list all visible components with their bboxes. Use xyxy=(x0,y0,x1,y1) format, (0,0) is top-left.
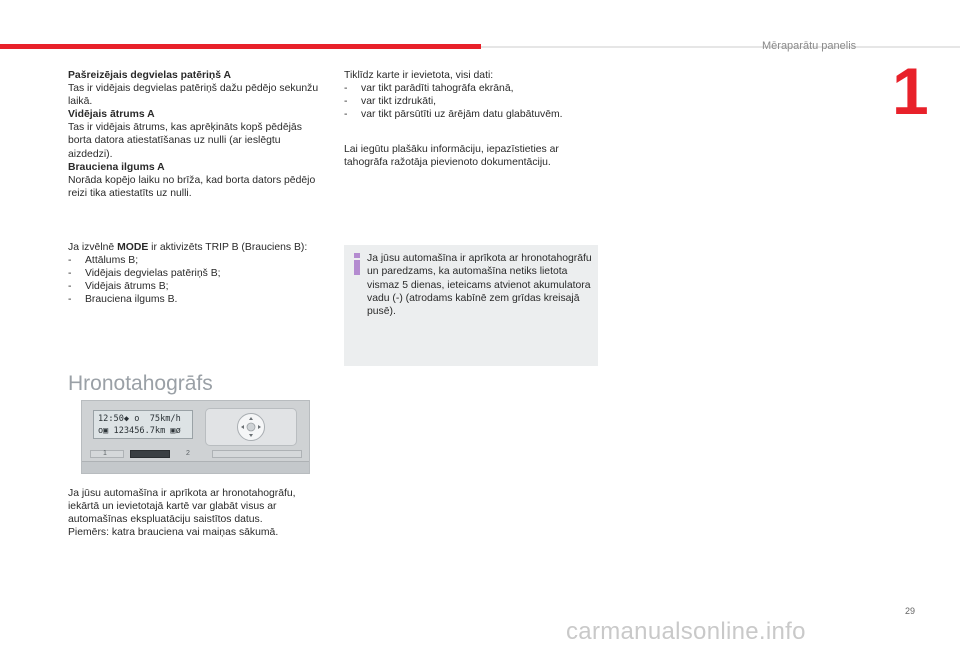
trip-b-list xyxy=(68,254,323,306)
mode-paragraph xyxy=(68,241,323,254)
info-box xyxy=(344,245,598,366)
knob-arrows-icon xyxy=(238,414,264,440)
tacho-paragraph: Ja jūsu automašīna ir aprīkota ar hronotahogrāfu, iekārtā un ievietotajā kartē var glabāt visus ar automašīnas ekspluatāciju saistītos datus. xyxy=(68,488,296,526)
key-label: 1 xyxy=(103,450,107,457)
term-title: Brauciena ilgums A xyxy=(68,161,165,173)
printer-slot xyxy=(82,461,309,473)
card-slot-1 xyxy=(90,450,124,458)
header-accent-bar xyxy=(0,44,481,49)
section-title: Mēraparātu panelis xyxy=(762,40,857,52)
list-item: - Attālums B; xyxy=(68,254,323,267)
data-options-list xyxy=(344,82,602,121)
watermark: carmanualsonline.info xyxy=(566,618,806,645)
navigation-knob xyxy=(237,413,265,441)
list-item: - Vidējais degvielas patēriņš B; xyxy=(68,267,323,280)
list-item: - Brauciena ilgums B. xyxy=(68,293,323,306)
page-number: 29 xyxy=(905,606,916,616)
mode-keyword: MODE xyxy=(117,242,149,253)
list-item: - var tikt izdrukāti, xyxy=(344,95,602,108)
display-line: o▣ 123456.7km ▣ø xyxy=(98,426,181,436)
tachograph-image xyxy=(81,400,310,474)
term-title: Pašreizējais degvielas patēriņš A xyxy=(68,70,232,81)
term-description: Tas ir vidējais degvielas patēriņš dažu pēdējo sekunžu laikā. xyxy=(68,83,319,108)
list-item: - var tikt parādīti tahogrāfa ekrānā, xyxy=(344,82,602,95)
more-info-block xyxy=(344,143,602,169)
list-item: - Vidējais ātrums B; xyxy=(68,280,323,293)
display-line: 12:50◆ o 75km/h xyxy=(98,414,181,424)
term-description: Norāda kopējo laiku no brīža, kad borta dators pēdējo reizi tika atiestatīts uz nulli. xyxy=(68,174,316,199)
definitions-block xyxy=(68,69,323,200)
mode-prefix: Ja izvēlnē xyxy=(68,242,118,253)
key-label: 2 xyxy=(186,450,190,457)
list-item: - var tikt pārsūtīti uz ārējām datu glabātuvēm. xyxy=(344,108,602,121)
header-rule xyxy=(481,46,960,48)
term-title: Vidējais ātrums A xyxy=(68,109,155,121)
tachograph-display xyxy=(93,410,193,439)
more-info-text: Lai iegūtu plašāku informāciju, iepazīstieties ar tahogrāfa ražotāja pievienoto dokumentāciju. xyxy=(344,144,559,169)
intro-text: Tiklīdz karte ir ievietota, visi dati: xyxy=(344,70,494,81)
chapter-number: 1 xyxy=(892,54,929,128)
trip-b-block xyxy=(68,241,323,306)
data-options-block xyxy=(344,69,602,121)
mode-suffix: ir aktivizēts TRIP B (Brauciens B): xyxy=(148,242,308,253)
card-slot-2 xyxy=(212,450,302,458)
tacho-example: Piemērs: katra brauciena vai maiņas sākumā. xyxy=(68,527,279,539)
term-description: Tas ir vidējais ātrums, kas aprēķināts kopš pēdējās borta datora atiestatīšanas uz nulli (ar ieslēgtu aizdedzi). xyxy=(68,122,302,160)
info-icon xyxy=(350,253,364,275)
info-text: Ja jūsu automašīna ir aprīkota ar hronotahogrāfu un paredzams, ka automašīna netiks lietota vismaz 5 dienas, ieteicams atvienot akumulatora vadu (-) (atrodams kabīnē zem grīdas kreisajā pusē). xyxy=(367,253,592,318)
tacho-description xyxy=(68,487,323,539)
card-slot-active xyxy=(130,450,170,458)
control-panel xyxy=(205,408,297,446)
section-heading: Hronotahogrāfs xyxy=(68,372,213,396)
